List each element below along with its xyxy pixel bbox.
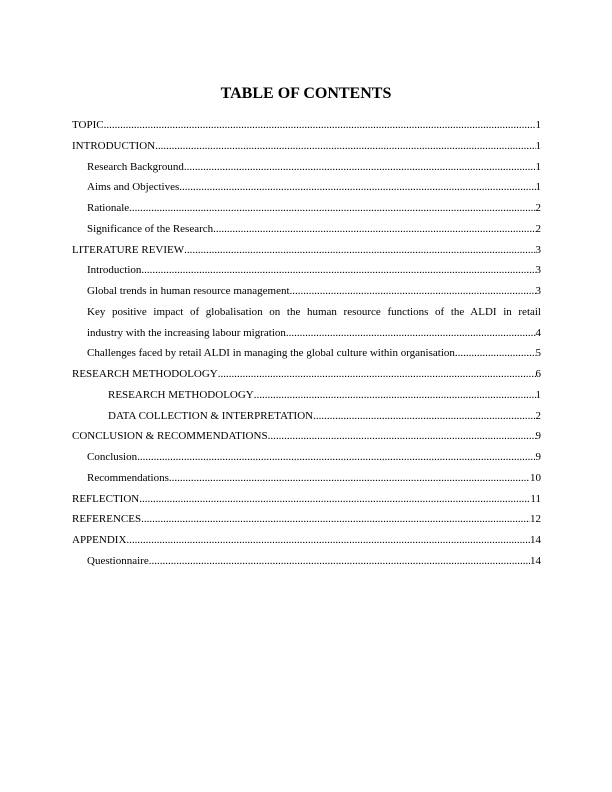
dot-leader (137, 447, 535, 468)
toc-entry-page: 1 (535, 160, 541, 173)
toc-entry-label: APPENDIX (72, 534, 127, 546)
toc-entry-rationale[interactable] (72, 198, 541, 219)
toc-entry-page: 2 (535, 202, 541, 214)
toc-entry-label: Rationale (87, 202, 130, 214)
dot-leader (155, 136, 535, 157)
toc-entry-label: INTRODUCTION (72, 139, 156, 152)
toc-entry-label: Research Background (87, 160, 184, 173)
toc-entry-label: Recommendations (87, 471, 169, 484)
toc-entry-topic[interactable] (72, 115, 541, 136)
toc-entry-research-methodology-sub[interactable] (72, 385, 541, 406)
toc-entry-research-background[interactable] (72, 157, 541, 178)
toc-entry-page: 9 (535, 430, 541, 443)
dot-leader (126, 530, 530, 551)
toc-entry-page: 6 (535, 368, 541, 380)
table-of-contents (72, 115, 541, 572)
toc-entry-page: 2 (535, 222, 541, 235)
toc-entry-page: 4 (535, 326, 541, 339)
toc-entry-challenges[interactable] (72, 343, 541, 364)
toc-entry-page: 3 (535, 285, 541, 297)
dot-leader (149, 551, 530, 572)
toc-entry-label-line2: industry with the increasing labour migration (87, 326, 286, 339)
dot-leader (268, 426, 536, 447)
dot-leader (141, 260, 535, 281)
toc-entry-data-collection[interactable] (72, 406, 541, 427)
toc-entry-conclusion-recommendations[interactable] (72, 426, 541, 447)
toc-entry-conclusion[interactable] (72, 447, 541, 468)
toc-entry-label: Challenges faced by retail ALDI in managing the global culture within organisation. (87, 347, 458, 360)
toc-entry-label-line1: Key positive impact of globalisation on the human resource functions of the ALDI in retail (87, 305, 541, 318)
dot-leader (218, 364, 536, 385)
dot-leader (169, 468, 530, 489)
toc-entry-page: 10 (530, 471, 541, 484)
toc-entry-page: 9 (535, 451, 541, 463)
toc-entry-label: Introduction (87, 264, 142, 277)
toc-entry-page: 3 (535, 243, 541, 256)
toc-entry-page: 1 (535, 119, 541, 131)
toc-entry-introduction[interactable] (72, 136, 541, 157)
toc-entry-appendix[interactable] (72, 530, 541, 551)
toc-entry-global-trends[interactable] (72, 281, 541, 302)
toc-entry-page: 14 (530, 534, 541, 546)
dot-leader (184, 240, 535, 261)
page-title: TABLE OF CONTENTS (220, 85, 392, 102)
dot-leader (179, 177, 535, 198)
dot-leader (254, 385, 536, 406)
toc-entry-lit-introduction[interactable] (72, 260, 541, 281)
toc-entry-label: CONCLUSION & RECOMMENDATIONS (72, 430, 268, 443)
toc-entry-references[interactable] (72, 509, 541, 530)
toc-entry-literature-review[interactable] (72, 240, 541, 261)
toc-entry-page: 5 (535, 347, 541, 360)
toc-entry-significance[interactable] (72, 219, 541, 240)
toc-entry-label: RESEARCH METHODOLOGY (72, 368, 218, 380)
toc-entry-label: RESEARCH METHODOLOGY (108, 388, 254, 401)
toc-entry-page: 1 (535, 139, 541, 152)
toc-entry-page: 11 (530, 492, 541, 505)
dot-leader (458, 343, 536, 364)
dot-leader (313, 406, 535, 427)
toc-entry-label: Conclusion (87, 451, 138, 463)
toc-entry-page: 14 (530, 554, 541, 567)
dot-leader (184, 157, 536, 178)
toc-entry-label: REFERENCES (72, 513, 142, 526)
toc-entry-label: Aims and Objectives (87, 181, 180, 194)
toc-entry-recommendations[interactable] (72, 468, 541, 489)
dot-leader (292, 281, 535, 302)
toc-entry-label: Significance of the Research (87, 222, 214, 235)
toc-entry-key-positive-impact[interactable] (72, 302, 541, 344)
dot-leader (129, 198, 535, 219)
dot-leader (141, 509, 530, 530)
toc-entry-questionnaire[interactable] (72, 551, 541, 572)
toc-entry-label: Global trends in human resource management. (87, 285, 293, 297)
dot-leader (104, 115, 536, 136)
toc-entry-label: DATA COLLECTION & INTERPRETATION (108, 409, 314, 422)
toc-entry-label: LITERATURE REVIEW (72, 243, 185, 256)
toc-entry-research-methodology[interactable] (72, 364, 541, 385)
toc-entry-page: 3 (535, 264, 541, 277)
toc-entry-page: 2 (535, 409, 541, 422)
toc-entry-page: 12 (530, 513, 541, 526)
toc-entry-reflection[interactable] (72, 489, 541, 510)
dot-leader (139, 489, 530, 510)
toc-entry-label: REFLECTION (72, 492, 140, 505)
toc-entry-label: TOPIC (72, 119, 104, 131)
toc-entry-page: 1 (535, 181, 541, 194)
dot-leader (213, 219, 535, 240)
dot-leader (286, 323, 536, 344)
toc-entry-aims-and-objectives[interactable] (72, 177, 541, 198)
toc-entry-label: Questionnaire (87, 554, 149, 567)
toc-entry-page: 1 (535, 388, 541, 401)
